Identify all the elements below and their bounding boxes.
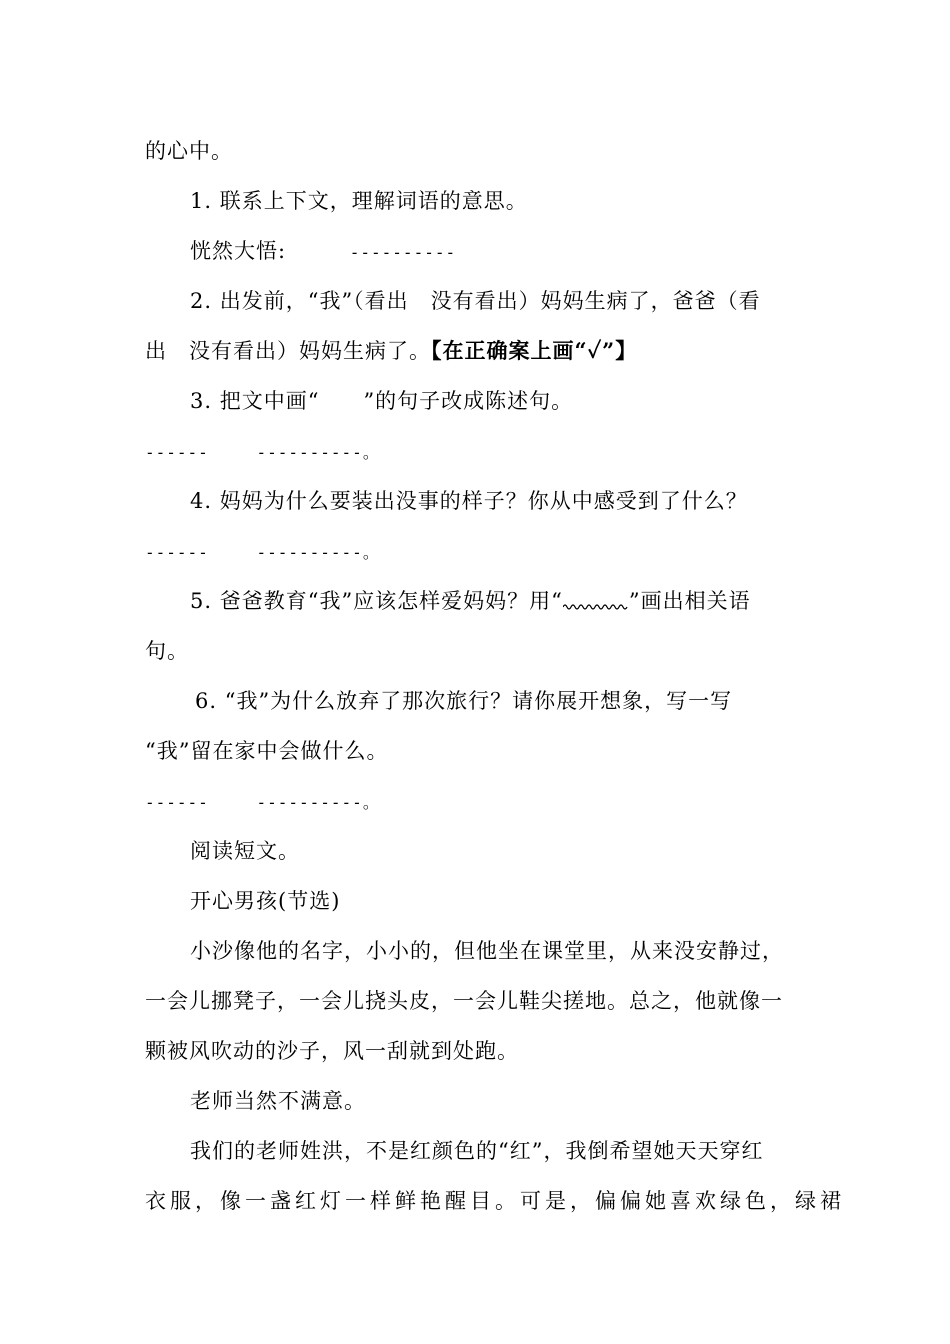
question-2: 2. 出发前，“我”（看出 没有看出）妈妈生病了，爸爸（看 <box>190 289 761 313</box>
question-1: 1. 联系上下文，理解词语的意思。 <box>190 189 528 213</box>
question-2-instruction: 【在正确案上画“✓”】 <box>431 338 638 363</box>
question-5 <box>190 586 810 616</box>
answer-line <box>145 536 810 568</box>
question-2-text: 出 没有看出）妈妈生病了。 <box>145 339 431 363</box>
passage-line: 我们的老师姓洪，不是红颜色的“红”，我倒希望她天天穿红 <box>190 1139 764 1163</box>
answer-line <box>145 786 810 818</box>
question-3: 3. 把文中画“ ”的句子改成陈述句。 <box>190 389 574 413</box>
section-heading: 阅读短文。 <box>190 839 300 863</box>
passage-line: 小沙像他的名字，小小的，但他坐在课堂里，从来没安静过， <box>190 939 784 963</box>
answer-blank: ------ <box>145 443 209 462</box>
passage-line: 老师当然不满意。 <box>190 1089 366 1113</box>
question-5-text: 5. 爸爸教育“我”应该怎样爱妈妈？用“ <box>190 589 563 613</box>
answer-blank: ------ <box>145 793 209 812</box>
question-6: 6. “我”为什么放弃了那次旅行？请你展开想象，写一写 <box>195 689 733 713</box>
text-line: 的心中。 <box>145 139 233 163</box>
passage-line: 颗被风吹动的沙子，风一刮就到处跑。 <box>145 1039 519 1063</box>
question-4: 4. 妈妈为什么要装出没事的样子？你从中感受到了什么？ <box>190 489 748 513</box>
passage-line: 一会儿挪凳子，一会儿挠头皮，一会儿鞋尖搓地。总之，他就像一 <box>145 989 783 1013</box>
vocab-label: 恍然大悟: <box>190 239 287 263</box>
question-5-text-end: ”画出相关语 <box>628 589 751 613</box>
answer-blank: ----------。 <box>256 793 380 812</box>
answer-blank: ----------。 <box>256 443 380 462</box>
answer-blank: ---------- <box>349 243 457 262</box>
wavy-underline-icon <box>563 598 629 610</box>
question-5-continued: 句。 <box>145 639 189 663</box>
answer-line <box>145 436 810 468</box>
passage-line: 衣服，像一盏红灯一样鲜艳醒目。可是，偏偏她喜欢绿色，绿裙 <box>145 1189 845 1213</box>
question-2-continued <box>145 336 810 366</box>
passage-title: 开心男孩(节选) <box>190 889 341 913</box>
vocab-line <box>190 236 810 268</box>
answer-blank: ------ <box>145 543 209 562</box>
question-6-continued: “我”留在家中会做什么。 <box>145 739 389 763</box>
answer-blank: ----------。 <box>256 543 380 562</box>
